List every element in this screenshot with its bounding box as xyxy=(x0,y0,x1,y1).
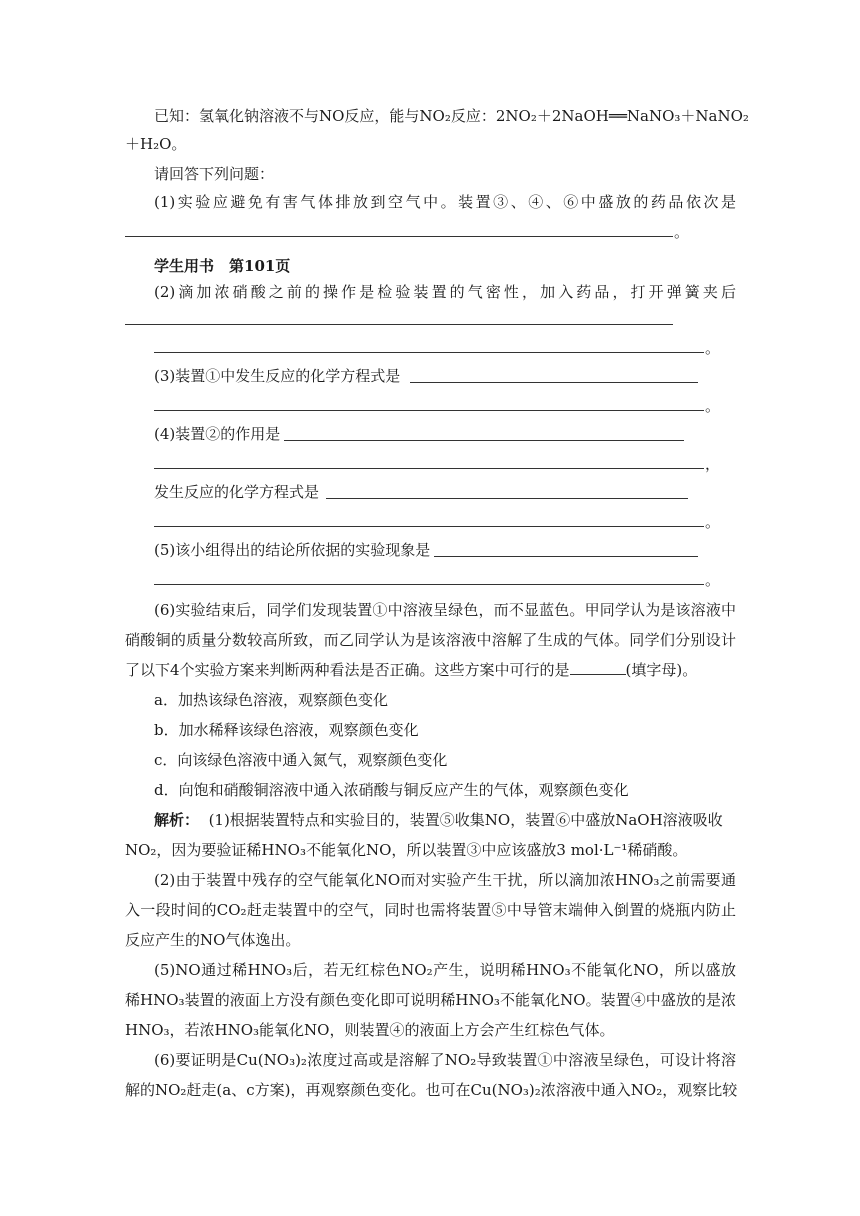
question-5: (5)该小组得出的结论所依据的实验现象是 xyxy=(154,541,431,559)
option-c: c．向该绿色溶液中通入氮气，观察颜色变化 xyxy=(154,751,448,769)
answer-blank xyxy=(125,236,673,237)
answer-blank xyxy=(284,440,684,441)
question-3-end: 。 xyxy=(705,397,721,415)
question-6-line-3b: (填字母)。 xyxy=(625,661,698,679)
question-4: (4)装置②的作用是 xyxy=(154,425,281,443)
analysis-6-line-2: 解的NO₂赶走(a、c方案)，再观察颜色变化。也可在Cu(NO₃)₂浓溶液中通入NO₂，观察比较 xyxy=(125,1081,738,1099)
question-4-mid: ， xyxy=(705,455,721,473)
question-1-end: 。 xyxy=(674,223,690,241)
analysis-line-1 xyxy=(154,810,723,830)
analysis-2-line-1: (2)由于装置中残存的空气能氧化NO而对实验产生干扰，所以滴加浓HNO₃之前需要通 xyxy=(154,871,736,889)
analysis-1-text: (1)根据装置特点和实验目的，装置⑤收集NO，装置⑥中盛放NaOH溶液吸收 xyxy=(208,811,723,829)
answer-blank xyxy=(154,352,704,353)
section-header: 学生用书 第101页 xyxy=(154,257,291,275)
option-b: b．加水稀释该绿色溶液，观察颜色变化 xyxy=(154,721,419,739)
answer-blank xyxy=(570,660,626,675)
analysis-1-line-2: NO₂，因为要验证稀HNO₃不能氧化NO，所以装置③中应该盛放3 mol·L⁻¹稀硝酸。 xyxy=(125,841,688,859)
known-line-1: 已知：氢氧化钠溶液不与NO反应，能与NO₂反应：2NO₂＋2NaOH══NaNO₃＋NaNO₂ xyxy=(154,107,749,125)
option-a: a．加热该绿色溶液，观察颜色变化 xyxy=(154,691,388,709)
analysis-6-line-1: (6)要证明是Cu(NO₃)₂浓度过高或是溶解了NO₂导致装置①中溶液呈绿色，可设计将溶 xyxy=(154,1051,736,1069)
question-4-b: 发生反应的化学方程式是 xyxy=(154,483,320,501)
answer-blank xyxy=(154,468,704,469)
answer-blank xyxy=(154,526,704,527)
question-6-line-2: 硝酸铜的质量分数较高所致，而乙同学认为是该溶液中溶解了生成的气体。同学们分别设计 xyxy=(125,631,736,649)
answer-blank xyxy=(434,556,698,557)
prompt-line: 请回答下列问题： xyxy=(154,165,275,183)
answer-blank xyxy=(154,584,704,585)
analysis-5-line-1: (5)NO通过稀HNO₃后，若无红棕色NO₂产生，说明稀HNO₃不能氧化NO，所以盛放 xyxy=(154,961,736,979)
question-6-line-3 xyxy=(125,660,697,680)
analysis-2-line-2: 入一段时间的CO₂赶走装置中的空气，同时也需将装置⑤中导管末端伸入倒置的烧瓶内防止 xyxy=(125,901,736,919)
analysis-2-line-3: 反应产生的NO气体逸出。 xyxy=(125,931,301,949)
question-2-end: 。 xyxy=(705,339,721,357)
analysis-5-line-3: HNO₃，若浓HNO₃能氧化NO，则装置④的液面上方会产生红棕色气体。 xyxy=(125,1021,615,1039)
known-line-2: ＋H₂O。 xyxy=(125,135,187,153)
answer-blank xyxy=(326,498,688,499)
answer-blank xyxy=(154,410,704,411)
question-6-line-1: (6)实验结束后，同学们发现装置①中溶液呈绿色，而不显蓝色。甲同学认为是该溶液中 xyxy=(154,601,736,619)
question-6-line-3a: 了以下4个实验方案来判断两种看法是否正确。这些方案中可行的是 xyxy=(125,661,570,679)
question-2: (2)滴加浓硝酸之前的操作是检验装置的气密性，加入药品，打开弹簧夹后 xyxy=(154,283,736,301)
analysis-5-line-2: 稀HNO₃装置的液面上方没有颜色变化即可说明稀HNO₃不能氧化NO。装置④中盛放的是浓 xyxy=(125,991,736,1009)
analysis-label: 解析： xyxy=(154,811,200,829)
answer-blank xyxy=(410,382,698,383)
question-3: (3)装置①中发生反应的化学方程式是 xyxy=(154,367,401,385)
question-5-end: 。 xyxy=(705,571,721,589)
option-d: d．向饱和硝酸铜溶液中通入浓硝酸与铜反应产生的气体，观察颜色变化 xyxy=(154,781,629,799)
question-4-end: 。 xyxy=(705,513,721,531)
answer-blank xyxy=(125,324,673,325)
question-1: (1)实验应避免有害气体排放到空气中。装置③、④、⑥中盛放的药品依次是 xyxy=(154,193,736,211)
